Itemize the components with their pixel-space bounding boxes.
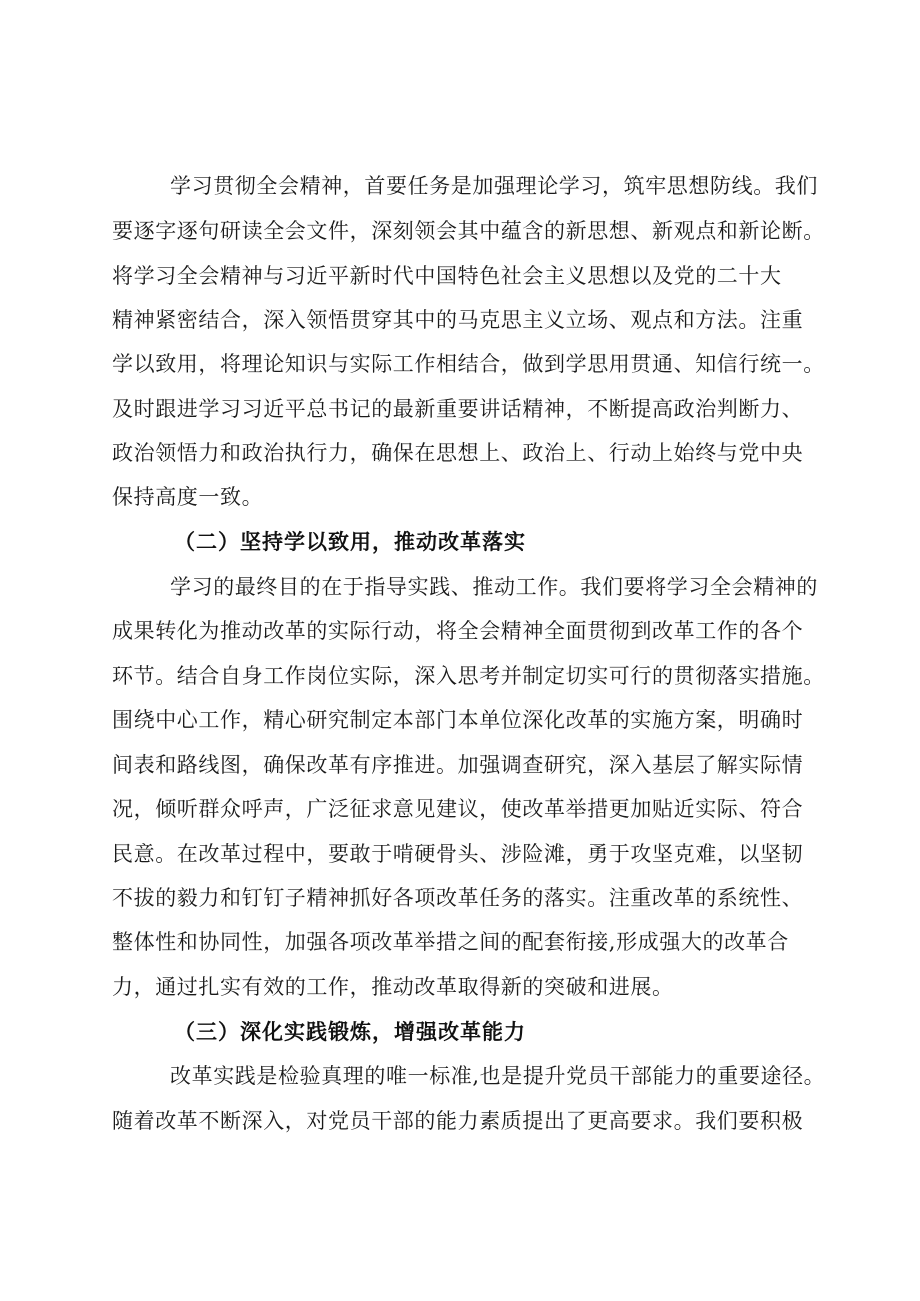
paragraph-1-line: 将学习全会精神与习近平新时代中国特色社会主义思想以及党的二十大	[112, 264, 782, 288]
paragraph-1-line: 政治领悟力和政治执行力，确保在思想上、政治上、行动上始终与党中央	[112, 441, 804, 465]
paragraph-2-line: 民意。在改革过程中，要敢于啃硬骨头、涉险滩，勇于攻坚克难，以坚韧	[112, 842, 804, 866]
paragraph-3-line: 改革实践是检验真理的唯一标准,也是提升党员干部能力的重要途径。	[170, 1064, 826, 1088]
paragraph-2-line: 间表和路线图，确保改革有序推进。加强调查研究，深入基层了解实际情	[112, 753, 804, 777]
paragraph-2-line: 学习的最终目的在于指导实践、推动工作。我们要将学习全会精神的	[170, 575, 818, 599]
section-heading-2: （二）坚持学以致用，推动改革落实	[174, 530, 526, 554]
paragraph-2-line: 环节。结合自身工作岗位实际，深入思考并制定切实可行的贯彻落实措施。	[112, 664, 825, 688]
paragraph-2-line: 成果转化为推动改革的实际行动，将全会精神全面贯彻到改革工作的各个	[112, 619, 804, 643]
section-heading-3: （三）深化实践锻炼，增强改革能力	[174, 1020, 526, 1044]
paragraph-1-line: 学习贯彻全会精神，首要任务是加强理论学习，筑牢思想防线。我们	[170, 174, 818, 198]
paragraph-1-line: 要逐字逐句研读全会文件，深刻领会其中蕴含的新思想、新观点和新论断。	[112, 219, 825, 243]
paragraph-2-line: 整体性和协同性，加强各项改革举措之间的配套衔接,形成强大的改革合	[112, 930, 789, 954]
paragraph-1-line: 及时跟进学习习近平总书记的最新重要讲话精神，不断提高政治判断力、	[112, 397, 804, 421]
paragraph-3-line: 随着改革不断深入，对党员干部的能力素质提出了更高要求。我们要积极	[112, 1109, 804, 1133]
paragraph-1-line: 学以致用，将理论知识与实际工作相结合，做到学思用贯通、知信行统一。	[112, 352, 825, 376]
paragraph-2-line: 不拔的毅力和钉钉子精神抓好各项改革任务的落实。注重改革的系统性、	[112, 886, 804, 910]
paragraph-1-line: 保持高度一致。	[112, 485, 264, 509]
paragraph-2-line: 围绕中心工作，精心研究制定本部门本单位深化改革的实施方案，明确时	[112, 708, 804, 732]
paragraph-2-line: 力，通过扎实有效的工作，推动改革取得新的突破和进展。	[112, 975, 674, 999]
paragraph-2-line: 况，倾听群众呼声，广泛征求意见建议，使改革举措更加贴近实际、符合	[112, 797, 804, 821]
paragraph-1-line: 精神紧密结合，深入领悟贯穿其中的马克思主义立场、观点和方法。注重	[112, 308, 804, 332]
